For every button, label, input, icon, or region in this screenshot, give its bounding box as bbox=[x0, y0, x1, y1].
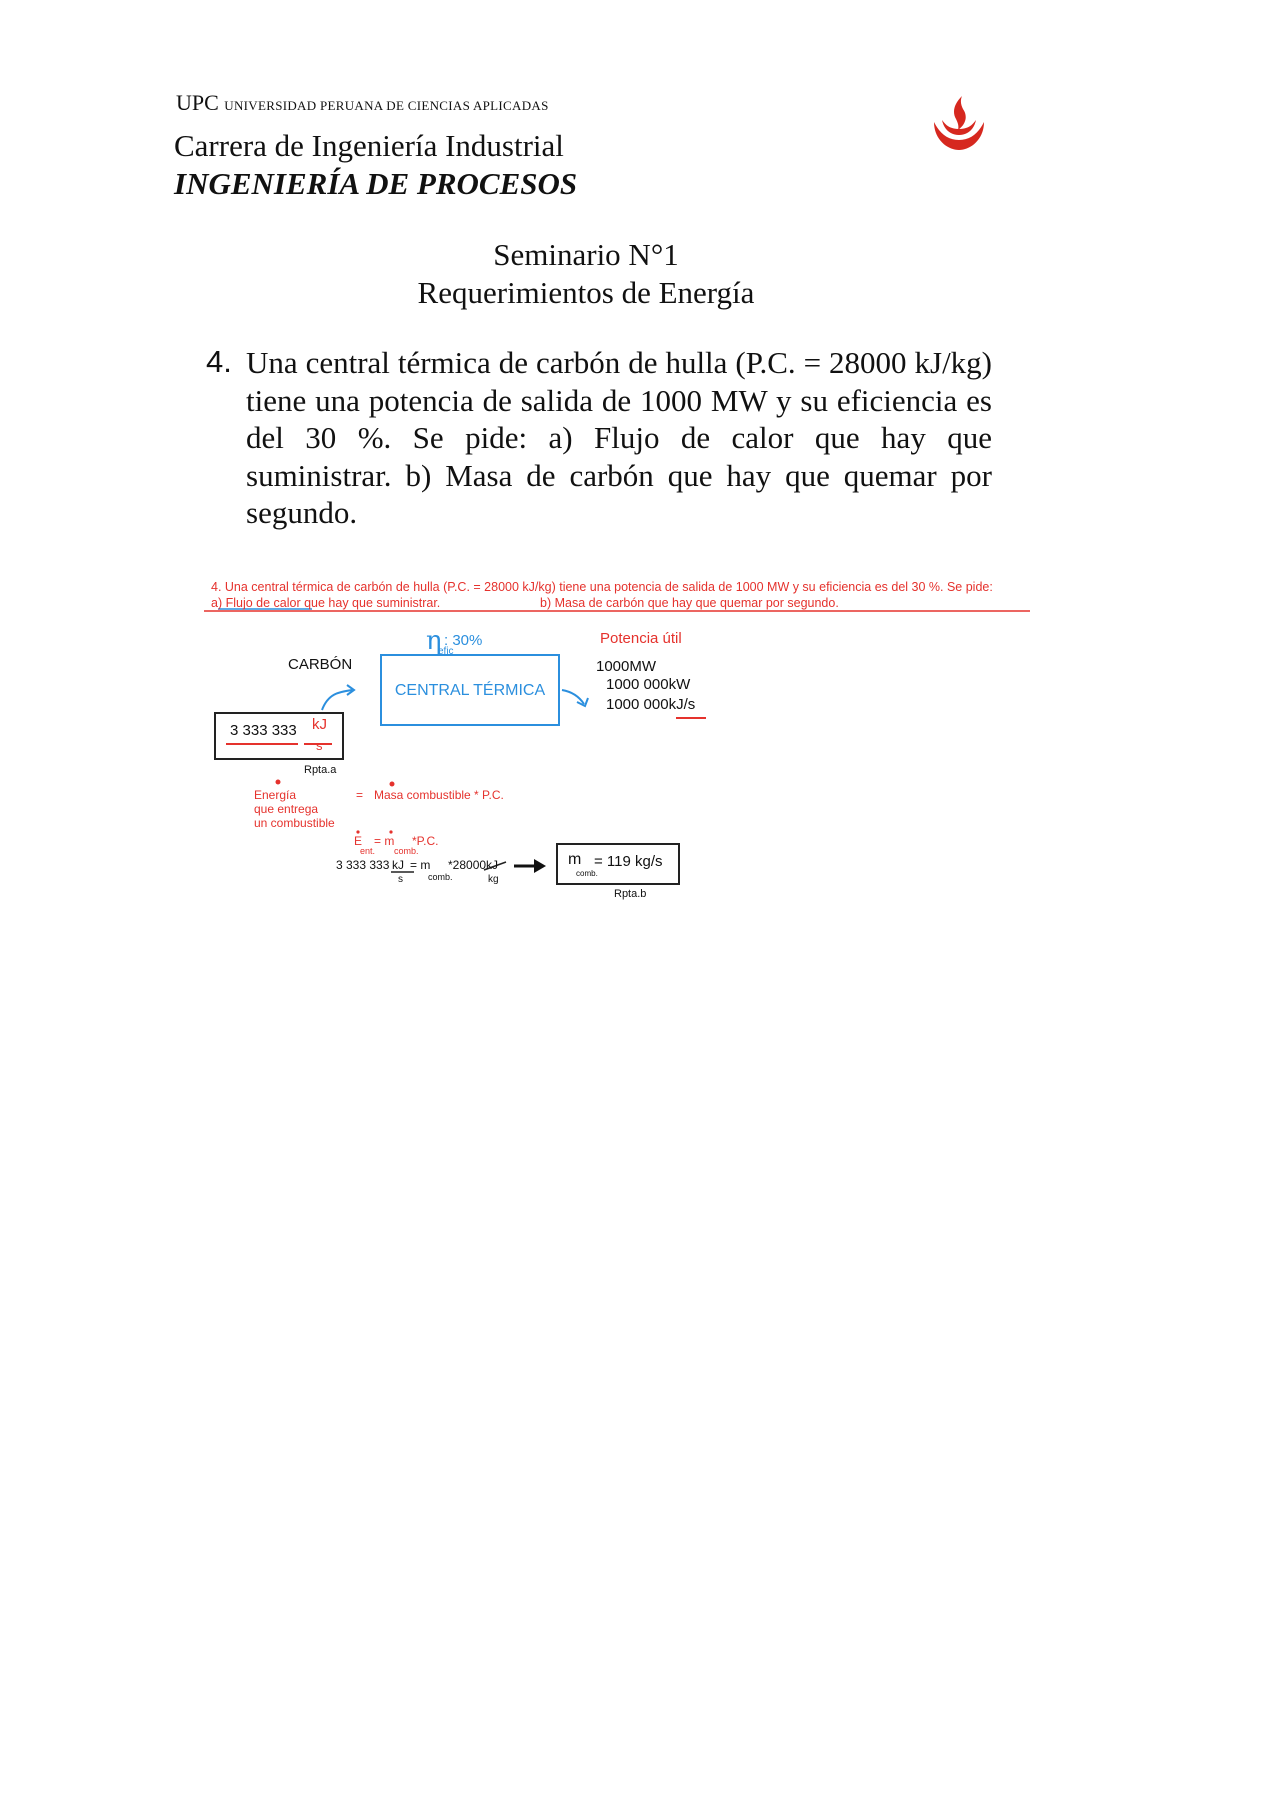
energy-label-1: Energía bbox=[254, 788, 297, 802]
answer-b-box bbox=[556, 843, 680, 885]
calc-kg: kg bbox=[488, 874, 499, 885]
calc-s: s bbox=[398, 874, 403, 885]
symbol-comb: comb. bbox=[394, 846, 419, 856]
answer-a-box bbox=[214, 712, 344, 760]
calc-comb: comb. bbox=[428, 872, 453, 882]
symbol-pc: *P.C. bbox=[412, 834, 439, 848]
power-kjs: 1000 000kJ/s bbox=[606, 696, 696, 713]
answer-a-label: Rpta.a bbox=[304, 764, 337, 776]
symbol-e: E bbox=[354, 834, 363, 848]
power-kw: 1000 000kW bbox=[606, 676, 691, 693]
calc-kj-2: kJ bbox=[486, 858, 498, 872]
efficiency-value: : 30% bbox=[444, 632, 483, 649]
symbol-eq-m: = m bbox=[374, 834, 395, 848]
calc-left-value: 3 333 333 bbox=[336, 858, 390, 872]
useful-power-label: Potencia útil bbox=[600, 630, 682, 647]
plant-label: CENTRAL TÉRMICA bbox=[394, 682, 546, 699]
input-label: CARBÓN bbox=[288, 656, 353, 673]
energy-label-3: un combustible bbox=[254, 816, 335, 830]
answer-b-value: = 119 kg/s bbox=[594, 853, 663, 870]
calc-pc-value: *28000 bbox=[448, 858, 487, 872]
calc-eq-m: = m bbox=[410, 858, 431, 872]
symbol-ent: ent. bbox=[360, 846, 376, 856]
plant-box bbox=[380, 654, 560, 726]
statement-part-b: b) Masa de carbón que hay que quemar por segundo. bbox=[540, 596, 839, 610]
answer-a-value: 3 333 333 bbox=[230, 722, 297, 739]
answer-b-comb: comb. bbox=[576, 869, 598, 878]
statement-part-a: a) Flujo de calor que hay que suministrar. bbox=[211, 596, 441, 610]
efficiency-symbol: η bbox=[426, 626, 442, 656]
seminar-title: Seminario N°1 bbox=[493, 237, 679, 272]
question-text: Una central térmica de carbón de hulla (P.C. = 28000 kJ/kg) tiene una potencia de salida de 1000 MW y su eficiencia es del 30 %. Se pide: a) Flujo de calor que hay que suministrar. b) Masa de carbón que hay que quemar por segundo. bbox=[246, 345, 992, 530]
efficiency-subscript: efic bbox=[438, 646, 454, 657]
energy-label-2: que entrega bbox=[254, 802, 319, 816]
question-number: 4. bbox=[206, 344, 232, 379]
answer-b-m: m bbox=[568, 851, 582, 868]
seminar-subtitle: Requerimientos de Energía bbox=[417, 275, 755, 310]
university-name: UNIVERSIDAD PERUANA DE CIENCIAS APLICADAS bbox=[224, 98, 549, 113]
answer-a-unit-den: s bbox=[316, 738, 323, 753]
power-mw: 1000MW bbox=[596, 658, 657, 675]
university-line bbox=[176, 90, 549, 116]
career-title: Carrera de Ingeniería Industrial bbox=[174, 128, 564, 163]
answer-a-unit-num: kJ bbox=[312, 716, 327, 733]
course-title: INGENIERÍA DE PROCESOS bbox=[174, 166, 578, 201]
statement-line-1: 4. Una central térmica de carbón de hulla (P.C. = 28000 kJ/kg) tiene una potencia de salida de 1000 MW y su eficiencia es del 30 %. Se pide: bbox=[211, 580, 993, 594]
answer-b-label: Rpta.b bbox=[614, 888, 647, 900]
solution-figure bbox=[204, 570, 1034, 910]
mass-formula: Masa combustible * P.C. bbox=[374, 788, 504, 802]
calc-kj: kJ bbox=[392, 858, 404, 872]
brand-text: UPC bbox=[176, 90, 219, 115]
energy-equals: = bbox=[356, 788, 364, 802]
upc-logo-icon bbox=[928, 92, 990, 154]
